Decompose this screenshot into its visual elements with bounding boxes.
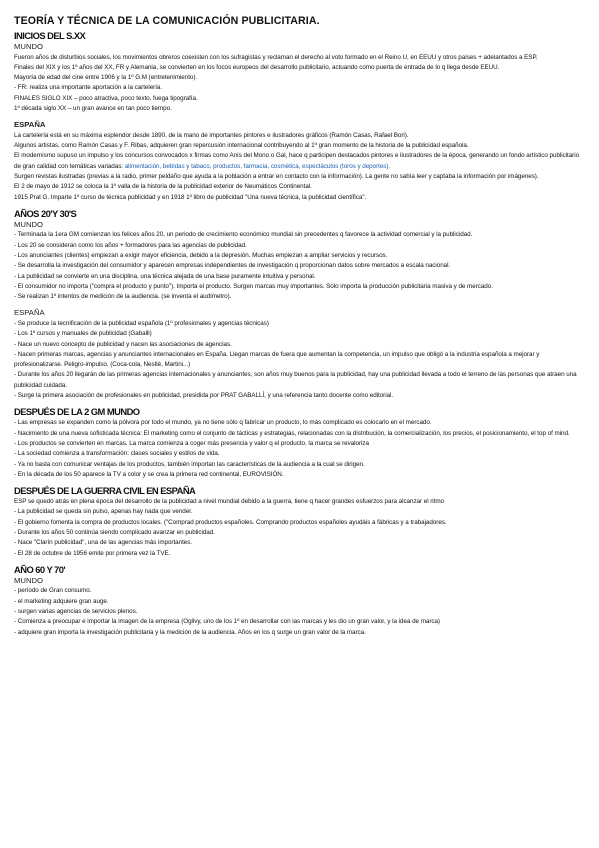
bullet-line: - el marketing adquiere gran auge.: [14, 597, 109, 605]
bullet-line: - La publicidad se queda sin pulso, apenas hay nada que vender.: [14, 508, 193, 516]
bullet-line: - El gobierno fomenta la compra de productos locales. ("Comprad productos españoles. Comprando productos españoles ayudáis a fábricas y a trabajadores.: [14, 518, 447, 526]
subheading-espana: ESPAÑA: [14, 308, 45, 318]
paragraph-line: La cartelería está en su máxima esplendor desde 1890, de la mano de importantes pintores e ilustradores gráficos (Ramón Casas, Rafael Bori).: [14, 131, 409, 139]
paragraph-line: FINALES SIGLO XIX – poco atractiva, poco texto, fuega tipografía.: [14, 94, 198, 102]
paragraph-line: 1º década siglo XX – un gran avance en tan poco tiempo.: [14, 104, 172, 112]
bullet-line: - Comienza a preocupar e importar la imagen de la empresa (Ogilvy, uno de los 1º en desarrollar con las marcas y les dio un gran valor, y la idea de marca): [14, 618, 440, 626]
bullet-line: - Nacimiento de una nueva sofisticada técnica: El marketing como el conjunto de tácticas y estrategias, relacionadas con la distribución, la comercialización, los precios, el posicionamiento, el top of mind.: [14, 429, 570, 437]
bullet-line: - surgen varias agencias de servicios plenos.: [14, 607, 138, 615]
bullet-line: - En la década de los 50 aparece la TV a color y se crea la primera red continental, EUROVISIÓN.: [14, 470, 284, 478]
bullet-line: - Los anunciantes (clientes) empiezan a exigir mayor eficiencia, debido a la depresión. Muchas empiezan a ampliar servicios y recursos.: [14, 251, 388, 259]
bullet-line: - Terminada la 1era GM comienzan los felices años 20, un periodo de crecimiento económico mundial sin precedentes q favorece la actividad comercial y la publicidad.: [14, 231, 473, 239]
bullet-line: - Nace un nuevo concepto de publicidad y nacen las asociaciones de agencias.: [14, 340, 232, 348]
bullet-line: ESP se quedó atrás en plena época del desarrollo de la publicidad a nivel mundial debido a la guerra, tiene q hacer grandes esfuerzos para alcanzar el ritmo: [14, 498, 444, 506]
paragraph-line: 1915 Prat G. Imparte 1º curso de técnica publicidad y en 1918 1º libro de publicidad "Una nueva técnica, la publicidad científica".: [14, 193, 367, 201]
bullet-line: - Se realizan 1º intentos de medición de la audiencia. (se inventa el audímetro).: [14, 293, 232, 301]
section-heading-despues-2gm: DESPUÉS DE LA 2 GM MUNDO: [14, 406, 140, 418]
modernismo-text: El modernismo supuso un impulso y los concursos convocados x firmas como Anís del Mono o Gal, hace q participen destacados pintores e ilustradores de la época, generando un fondo artístico publicitario de gran calidad con temáticas variadas:: [14, 152, 580, 170]
paragraph-line: Surgen revistas ilustradas (previas a la radio, primer peldaño que ayuda a la población a entrar en contacto con la información). La gente no sabía leer y captaba la información por imágenes).: [14, 172, 539, 180]
section-heading-guerra-civil: DESPUÉS DE LA GUERRA CIVIL EN ESPAÑA: [14, 485, 196, 497]
bullet-line: - Ya no basta con comunicar ventajas de los productos, también importan las características de la audiencia a la cual se dirigen.: [14, 460, 365, 468]
bullet-line: - Durante los años 20 llegarán de las primeras agencias internacionales y anunciantes, son años muy buenos para la publicidad, hay una publicidad llevada a todo el terreno de las personas que atraen una publicidad cuidada.: [14, 371, 577, 389]
section-heading-inicios: INICIOS DEL S.XX: [14, 30, 86, 41]
bullet-line: - La sociedad comienza a transformación: clases sociales y estilos de vida.: [14, 450, 220, 458]
subheading-mundo: MUNDO: [14, 575, 44, 585]
bullet-line: - adquiere gran importa la investigación publicitaria y la medición de la audiencia. Años en los q surge un gran valor de la marca.: [14, 628, 366, 636]
document-title: TEORÍA Y TÉCNICA DE LA COMUNICACIÓN PUBLICITARIA.: [14, 15, 320, 27]
bullet-line: - Se produce la tecnificación de la publicidad española (1º profesionales y agencias técnicas): [14, 319, 269, 327]
bullet-line: - Durante los años 50 continúa siendo complicado avanzar en publicidad.: [14, 528, 215, 536]
bullet-line: - Los 20 se consideran como los años + formadores para las agencias de publicidad.: [14, 241, 247, 249]
paragraph-line: El 2 de mayo de 1912 se coloca la 1º valla de la historia de la publicidad exterior de Neumáticos Continental.: [14, 183, 312, 191]
bullet-line: - El 28 de octubre de 1956 emite por primera vez la TVE.: [14, 549, 171, 557]
bullet-line: - Nacen primeras marcas, agencias y anunciantes internacionales en España. Llegan marcas de fuera que aumentan la competencia, un impulso que obligó a la industria española a mejorar y profesionalizarse. Peligro-impulso. (Coca-cola, Nestlé, Martini...): [14, 350, 540, 369]
bullet-line: - período de Gran consumo.: [14, 587, 92, 595]
modernismo-themes-highlight: alimentación, bebidas y tabaco, productos, farmacia, cosmética, espectáculos (toros y deportes).: [124, 162, 391, 170]
bullet-line: - Los 1º cursos y manuales de publicidad (Gaballi): [14, 330, 152, 338]
bullet-line: - El consumidor no importa ("compra el producto y punto"). Importa el producto. Surgen marcas muy importantes. Solo importa la producción publicitaria masiva y de mercado.: [14, 282, 493, 290]
paragraph-line: Mayoría de edad del cine entre 1906 y la 1º G.M (entretenimiento).: [14, 74, 198, 82]
subheading-espana: ESPAÑA: [14, 120, 46, 130]
subheading-mundo: MUNDO: [14, 219, 44, 229]
bullet-line: - La publicidad se convierte en una disciplina, una técnica alejada de una base puramente intuitiva y personal.: [14, 272, 316, 280]
paragraph-modernismo: [14, 151, 586, 172]
section-heading-anos-60-70: AÑO 60 Y 70': [14, 563, 66, 575]
bullet-line: - Nace "Clarín publicidad", una de las agencias más importantes.: [14, 539, 193, 547]
paragraph-line: Finales del XIX y los 1º años del XX, FR y Alemania, se convierten en los focos europeos del desarrollo publicitario, actuando como puerta de entrada de lo q llega desde EEUU.: [14, 63, 500, 71]
bullet-line: - Surge la primera asociación de profesionales en publicidad, presidida por PRAT GABALLÍ, y una referencia tanto docente como editorial.: [14, 392, 394, 400]
subheading-mundo: MUNDO: [14, 42, 44, 51]
bullet-line: - Las empresas se expanden como la pólvora por todo el mundo, ya no tiene sólo q fabricar un producto, lo más complicado es colocarlo en el mercado.: [14, 419, 432, 427]
paragraph-line: - FR: realiza una importante aportación a la cartelería.: [14, 84, 163, 92]
bullet-line: - Los productos se convierten en marcas. La marca comienza a coger más presencia y valor q el producto. la marca se revaloriza: [14, 439, 369, 447]
paragraph-line: Algunos artistas, como Ramón Casas y F. Ribas, adquieren gran repercusión internacional contribuyendo al 1º gran momento de la historia de la publicidad española.: [14, 142, 469, 150]
paragraph-line: Fueron años de disturbios sociales, los movimientos obreros coexisten con los sufragistas y reclaman el derecho al voto formado en el Reino U, en EEUU y otros países + adelantados a ESP.: [14, 53, 538, 61]
section-heading-anos-20-30: AÑOS 20'Y 30'S: [14, 207, 77, 219]
bullet-line: - Se desarrolla la investigación del consumidor y aparecen empresas independientes de investigación q proporcionan datos sobre mercados a escala nacional.: [14, 262, 451, 270]
